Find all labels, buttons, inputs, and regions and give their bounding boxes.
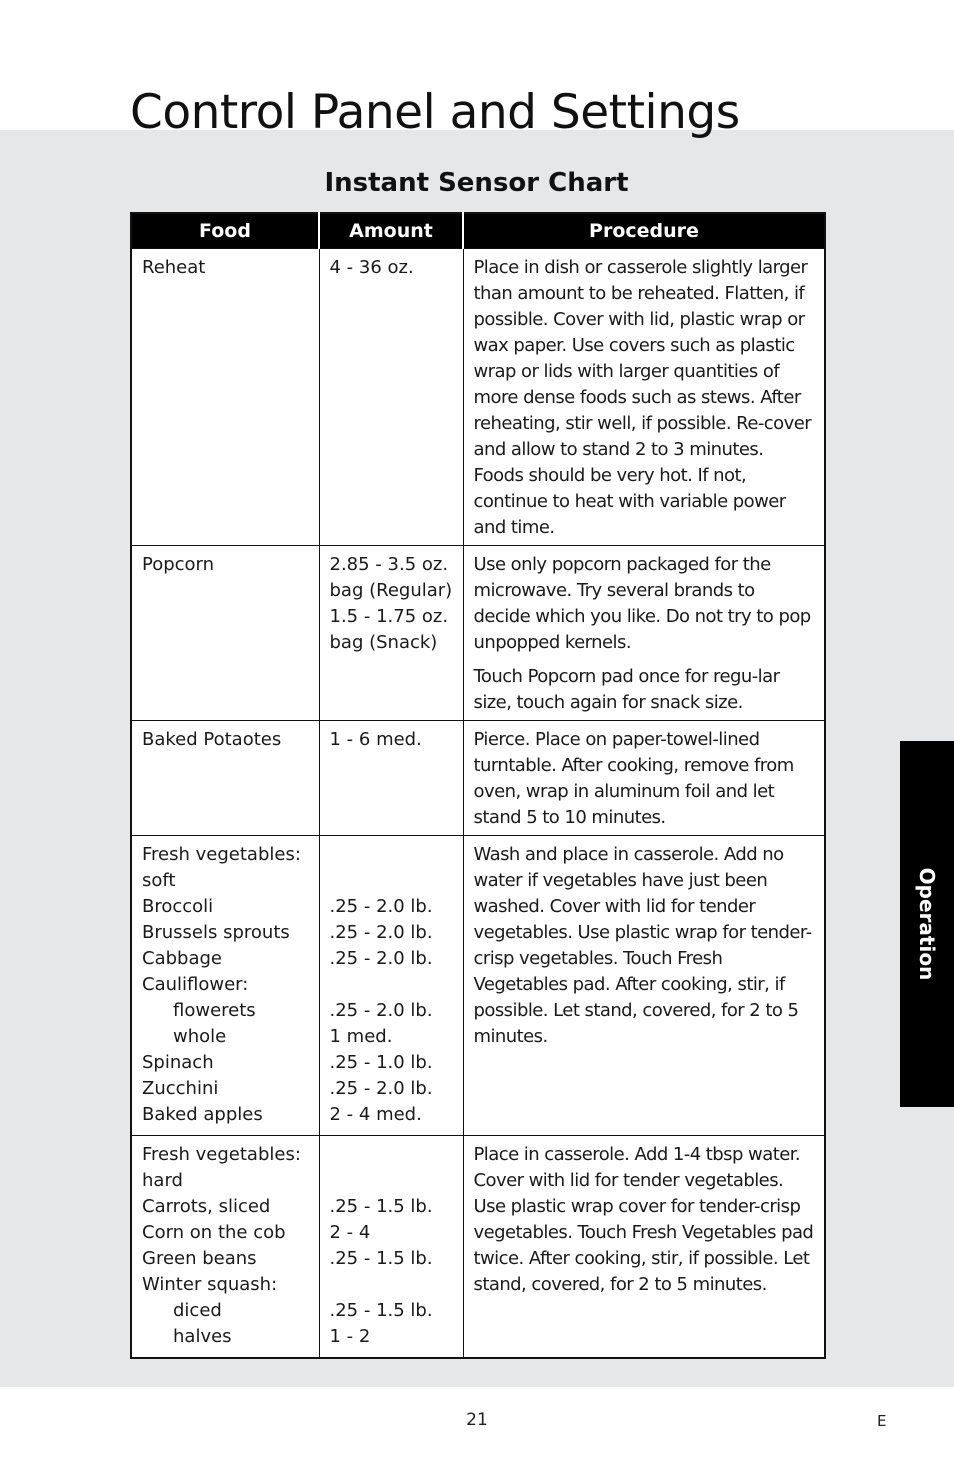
food-line: Zucchini	[142, 1078, 219, 1099]
food-line: Winter squash:	[142, 1274, 278, 1295]
food-line: flowerets	[173, 1000, 256, 1021]
food-line: Fresh vegetables:	[142, 1144, 301, 1165]
food-line: diced	[173, 1300, 222, 1321]
food-line: Brussels sprouts	[142, 922, 290, 943]
amount-line: 1 - 2	[329, 1326, 371, 1347]
food-line: Baked Potaotes	[142, 729, 282, 750]
language-mark: E	[877, 1412, 887, 1430]
amount-cell	[319, 1136, 463, 1358]
procedure-text: Place in dish or casserole slightly larger than amount to be reheated. Flatten, if possible. Cover with lid, plastic wrap or wax paper. Use covers such as plastic wrap or lids with larger quantities of more dense foods such as stews. After reheating, stir well, if possible. Re-cover and allow to stand 2 to 3 minutes. Foods should be very hot. If not, continue to heat with variable power and time.	[473, 257, 812, 538]
operation-section-tab	[900, 741, 954, 1107]
amount-line: .25 - 1.5 lb.	[329, 1248, 433, 1269]
food-line: Corn on the cob	[142, 1222, 286, 1243]
food-line: Green beans	[142, 1248, 257, 1269]
amount-line: .25 - 2.0 lb.	[329, 896, 433, 917]
amount-cell	[319, 546, 463, 721]
procedure-cell	[463, 249, 825, 546]
amount-line: .25 - 2.0 lb.	[329, 948, 433, 969]
amount-line: bag (Snack)	[329, 632, 438, 653]
amount-line: .25 - 2.0 lb.	[329, 1000, 433, 1021]
amount-cell	[319, 721, 463, 836]
food-line: Cabbage	[142, 948, 222, 969]
amount-line: 1.5 - 1.75 oz.	[329, 606, 449, 627]
amount-line: bag (Regular)	[329, 580, 453, 601]
amount-line: .25 - 1.5 lb.	[329, 1196, 433, 1217]
food-cell	[131, 546, 319, 721]
side-tab-label: Operation	[915, 867, 939, 981]
amount-line: 2.85 - 3.5 oz.	[329, 554, 449, 575]
chart-title: Instant Sensor Chart	[324, 168, 629, 198]
amount-line: 2 - 4 med.	[329, 1104, 422, 1125]
table-row	[131, 721, 825, 836]
instant-sensor-chart-table	[130, 212, 826, 1359]
food-line: Baked apples	[142, 1104, 263, 1125]
amount-spacer	[330, 868, 455, 894]
procedure-text: Pierce. Place on paper-towel-lined turntable. After cooking, remove from oven, wrap in aluminum foil and let stand 5 to 10 minutes.	[473, 729, 794, 828]
table-row	[131, 1136, 825, 1358]
amount-line: .25 - 1.0 lb.	[329, 1052, 433, 1073]
amount-spacer	[330, 972, 455, 998]
amount-line: 1 med.	[329, 1026, 393, 1047]
procedure-text: Touch Popcorn pad once for regu-lar size, touch again for snack size.	[473, 666, 780, 713]
amount-spacer	[330, 1168, 455, 1194]
table-row	[131, 546, 825, 721]
amount-line: 4 - 36 oz.	[329, 257, 414, 278]
food-line: halves	[173, 1326, 232, 1347]
header-procedure: Procedure	[463, 213, 825, 249]
food-line: Broccoli	[142, 896, 214, 917]
food-line: Fresh vegetables:	[142, 844, 301, 865]
amount-line: .25 - 2.0 lb.	[329, 1078, 433, 1099]
procedure-cell	[463, 721, 825, 836]
food-line: Carrots, sliced	[142, 1196, 271, 1217]
page-number: 21	[466, 1410, 488, 1430]
food-cell	[131, 1136, 319, 1358]
food-line: Popcorn	[142, 554, 215, 575]
procedure-text: Place in casserole. Add 1-4 tbsp water. Cover with lid for tender vegetables. Use plastic wrap cover for tender-crisp vegetables. Touch Fresh Vegetables pad twice. After cooking, stir, if possible. Let stand, covered, for 2 to 5 minutes.	[473, 1144, 814, 1295]
amount-line: .25 - 2.0 lb.	[329, 922, 433, 943]
procedure-cell	[463, 1136, 825, 1358]
procedure-text: Use only popcorn packaged for the microwave. Try several brands to decide which you like. Do not try to pop unpopped kernels.	[473, 554, 811, 653]
procedure-cell	[463, 836, 825, 1136]
amount-spacer	[330, 842, 455, 868]
table-header-row	[131, 213, 825, 249]
header-food: Food	[131, 213, 319, 249]
page-title: Control Panel and Settings	[130, 85, 740, 140]
food-line: Spinach	[142, 1052, 214, 1073]
food-cell	[131, 249, 319, 546]
food-line: Reheat	[142, 257, 206, 278]
food-cell	[131, 836, 319, 1136]
amount-spacer	[330, 1272, 455, 1298]
amount-cell	[319, 249, 463, 546]
food-line: whole	[173, 1026, 227, 1047]
amount-cell	[319, 836, 463, 1136]
amount-spacer	[330, 1142, 455, 1168]
food-cell	[131, 721, 319, 836]
food-line: soft	[142, 870, 176, 891]
table-row	[131, 249, 825, 546]
procedure-text: Wash and place in casserole. Add no water if vegetables have just been washed. Cover with lid for tender vegetables. Use plastic wrap for tender-crisp vegetables. Touch Fresh Vegetables pad. After cooking, stir, if possible. Let stand, covered, for 2 to 5 minutes.	[473, 844, 812, 1047]
table-row	[131, 836, 825, 1136]
food-line: Cauliflower:	[142, 974, 249, 995]
food-line: hard	[142, 1170, 183, 1191]
amount-line: 1 - 6 med.	[329, 729, 422, 750]
header-amount: Amount	[319, 213, 463, 249]
procedure-cell	[463, 546, 825, 721]
amount-line: 2 - 4	[329, 1222, 371, 1243]
amount-line: .25 - 1.5 lb.	[329, 1300, 433, 1321]
